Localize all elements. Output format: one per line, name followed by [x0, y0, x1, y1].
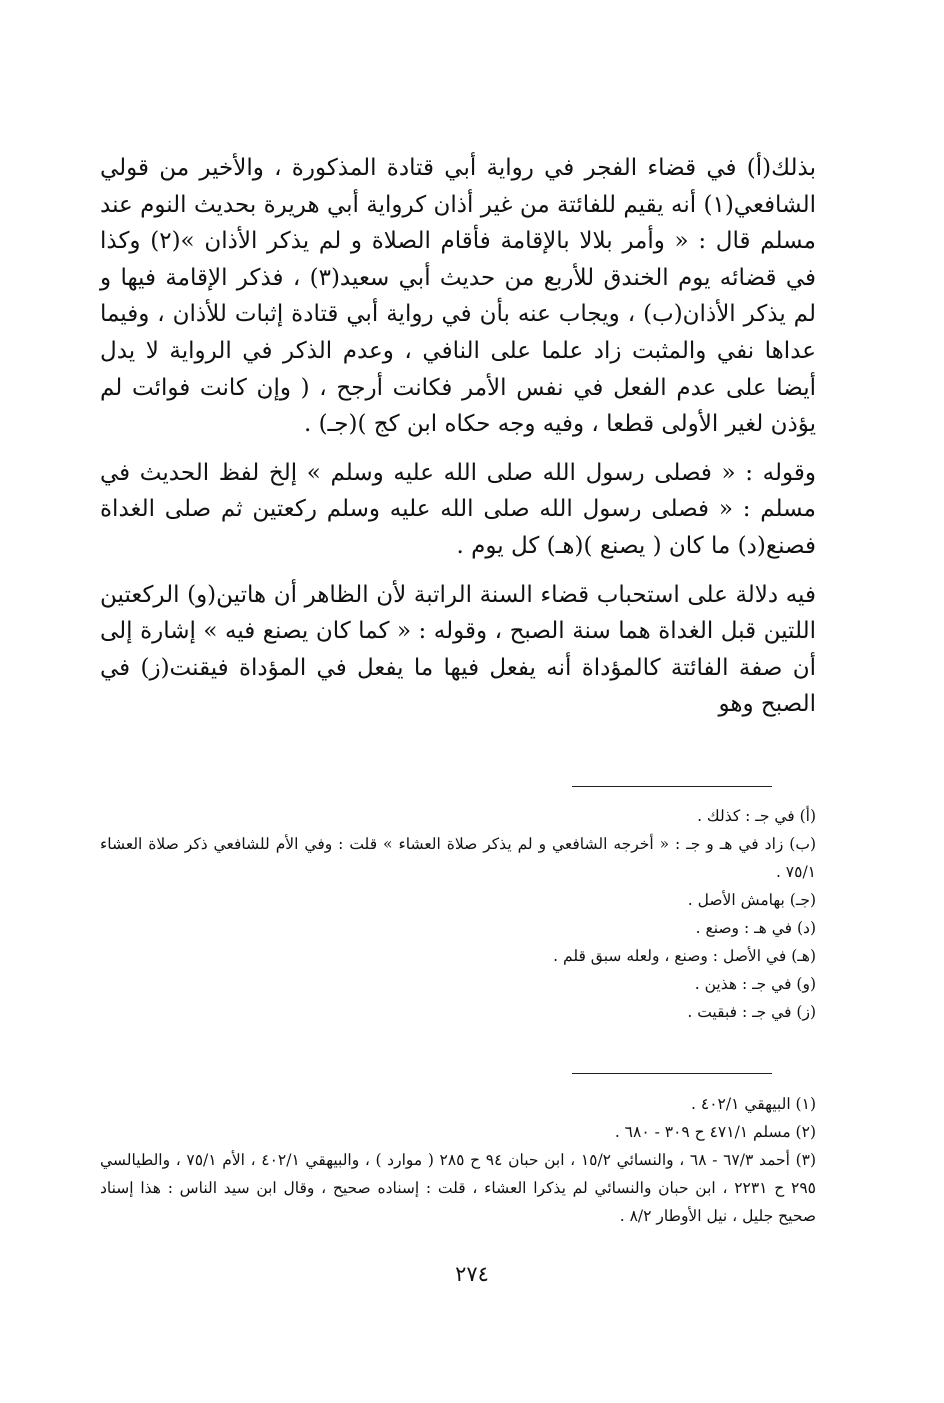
reference-note: (٢) مسلم ٤٧١/١ ح ٣٠٩ - ٦٨٠ .: [614, 1123, 816, 1141]
variant-note: (أ) في جـ : كذلك .: [697, 807, 816, 825]
footnote-divider-variants: [572, 786, 772, 787]
variant-note: (ب) زاد في هـ و جـ : « أخرجه الشافعي و لم يذكر صلاة العشاء » قلت : وفي الأم للشافعي ذكر صلاة العشاء ٧٥/١ .: [100, 835, 816, 881]
paragraph-2: وقوله : « فصلى رسول الله صلى الله عليه وسلم » إلخ لفظ الحديث في مسلم : « فصلى رسول الله صلى الله عليه وسلم ركعتين ثم صلى الغداة فصنع(د) ما كان ( يصنع )(هـ) كل يوم .: [100, 459, 816, 559]
paragraph-1: بذلك(أ) في قضاء الفجر في رواية أبي قتادة المذكورة ، والأخير من قولي الشافعي(١) أنه يقيم للفائتة من غير أذان كرواية أبي هريرة بحديث النوم عند مسلم قال : « وأمر بلالا بالإقامة فأقام الصلاة و لم يذكر الأذان »(٢) وكذا في قضائه يوم الخندق للأربع من حديث أبي سعيد(٣) ، فذكر الإقامة فيها و لم يذكر الأذان(ب) ، ويجاب عنه بأن في رواية أبي قتادة إثبات للأذان ، وفيما عداها نفي والمثبت زاد علما على النافي ، وعدم الذكر في الرواية لا يدل أيضا على عدم الفعل في نفس الأمر فكانت أرجح ، ( وإن كانت فوائت لم يؤذن لغير الأولى قطعا ، وفيه وجه حكاه ابن كج )(جـ) .: [100, 155, 816, 438]
variant-note: (و) في جـ : هذين .: [694, 975, 816, 993]
variant-note: (ز) في جـ : فبقيت .: [687, 1003, 816, 1021]
main-text: [100, 150, 816, 723]
footnote-divider-references: [572, 1073, 772, 1074]
page-number: ٢٧٤: [455, 1262, 489, 1286]
reference-note: (١) البيهقي ٤٠٢/١ .: [691, 1095, 816, 1113]
reference-notes-list: [100, 1090, 816, 1230]
reference-note: (٣) أحمد ٦٧/٣ - ٦٨ ، والنسائي ١٥/٢ ، ابن حبان ٩٤ ح ٢٨٥ ( موارد ) ، والبيهقي ٤٠٢/١ ، الأم ٧٥/١ ، والطيالسي ٢٩٥ ح ٢٢٣١ ، ابن حبان والنسائي لم يذكرا العشاء ، قلت : إسناده صحيح ، وقال ابن سيد الناس : هذا إسناد صحيح جليل ، نيل الأوطار ٨/٢ .: [100, 1151, 817, 1225]
variant-note: (هـ) في الأصل : وصنع ، ولعله سبق قلم .: [553, 947, 816, 965]
variant-note: (د) في هـ : وصنع .: [695, 919, 816, 937]
variant-note: (جـ) بهامش الأصل .: [687, 891, 816, 909]
variant-notes-list: [100, 802, 816, 1026]
paragraph-3: فيه دلالة على استحباب قضاء السنة الراتبة لأن الظاهر أن هاتين(و) الركعتين اللتين قبل الغداة هما سنة الصبح ، وقوله : « كما كان يصنع فيه » إشارة إلى أن صفة الفائتة كالمؤداة أنه يفعل فيها ما يفعل في المؤداة فيقنت(ز) في الصبح وهو: [100, 581, 816, 718]
